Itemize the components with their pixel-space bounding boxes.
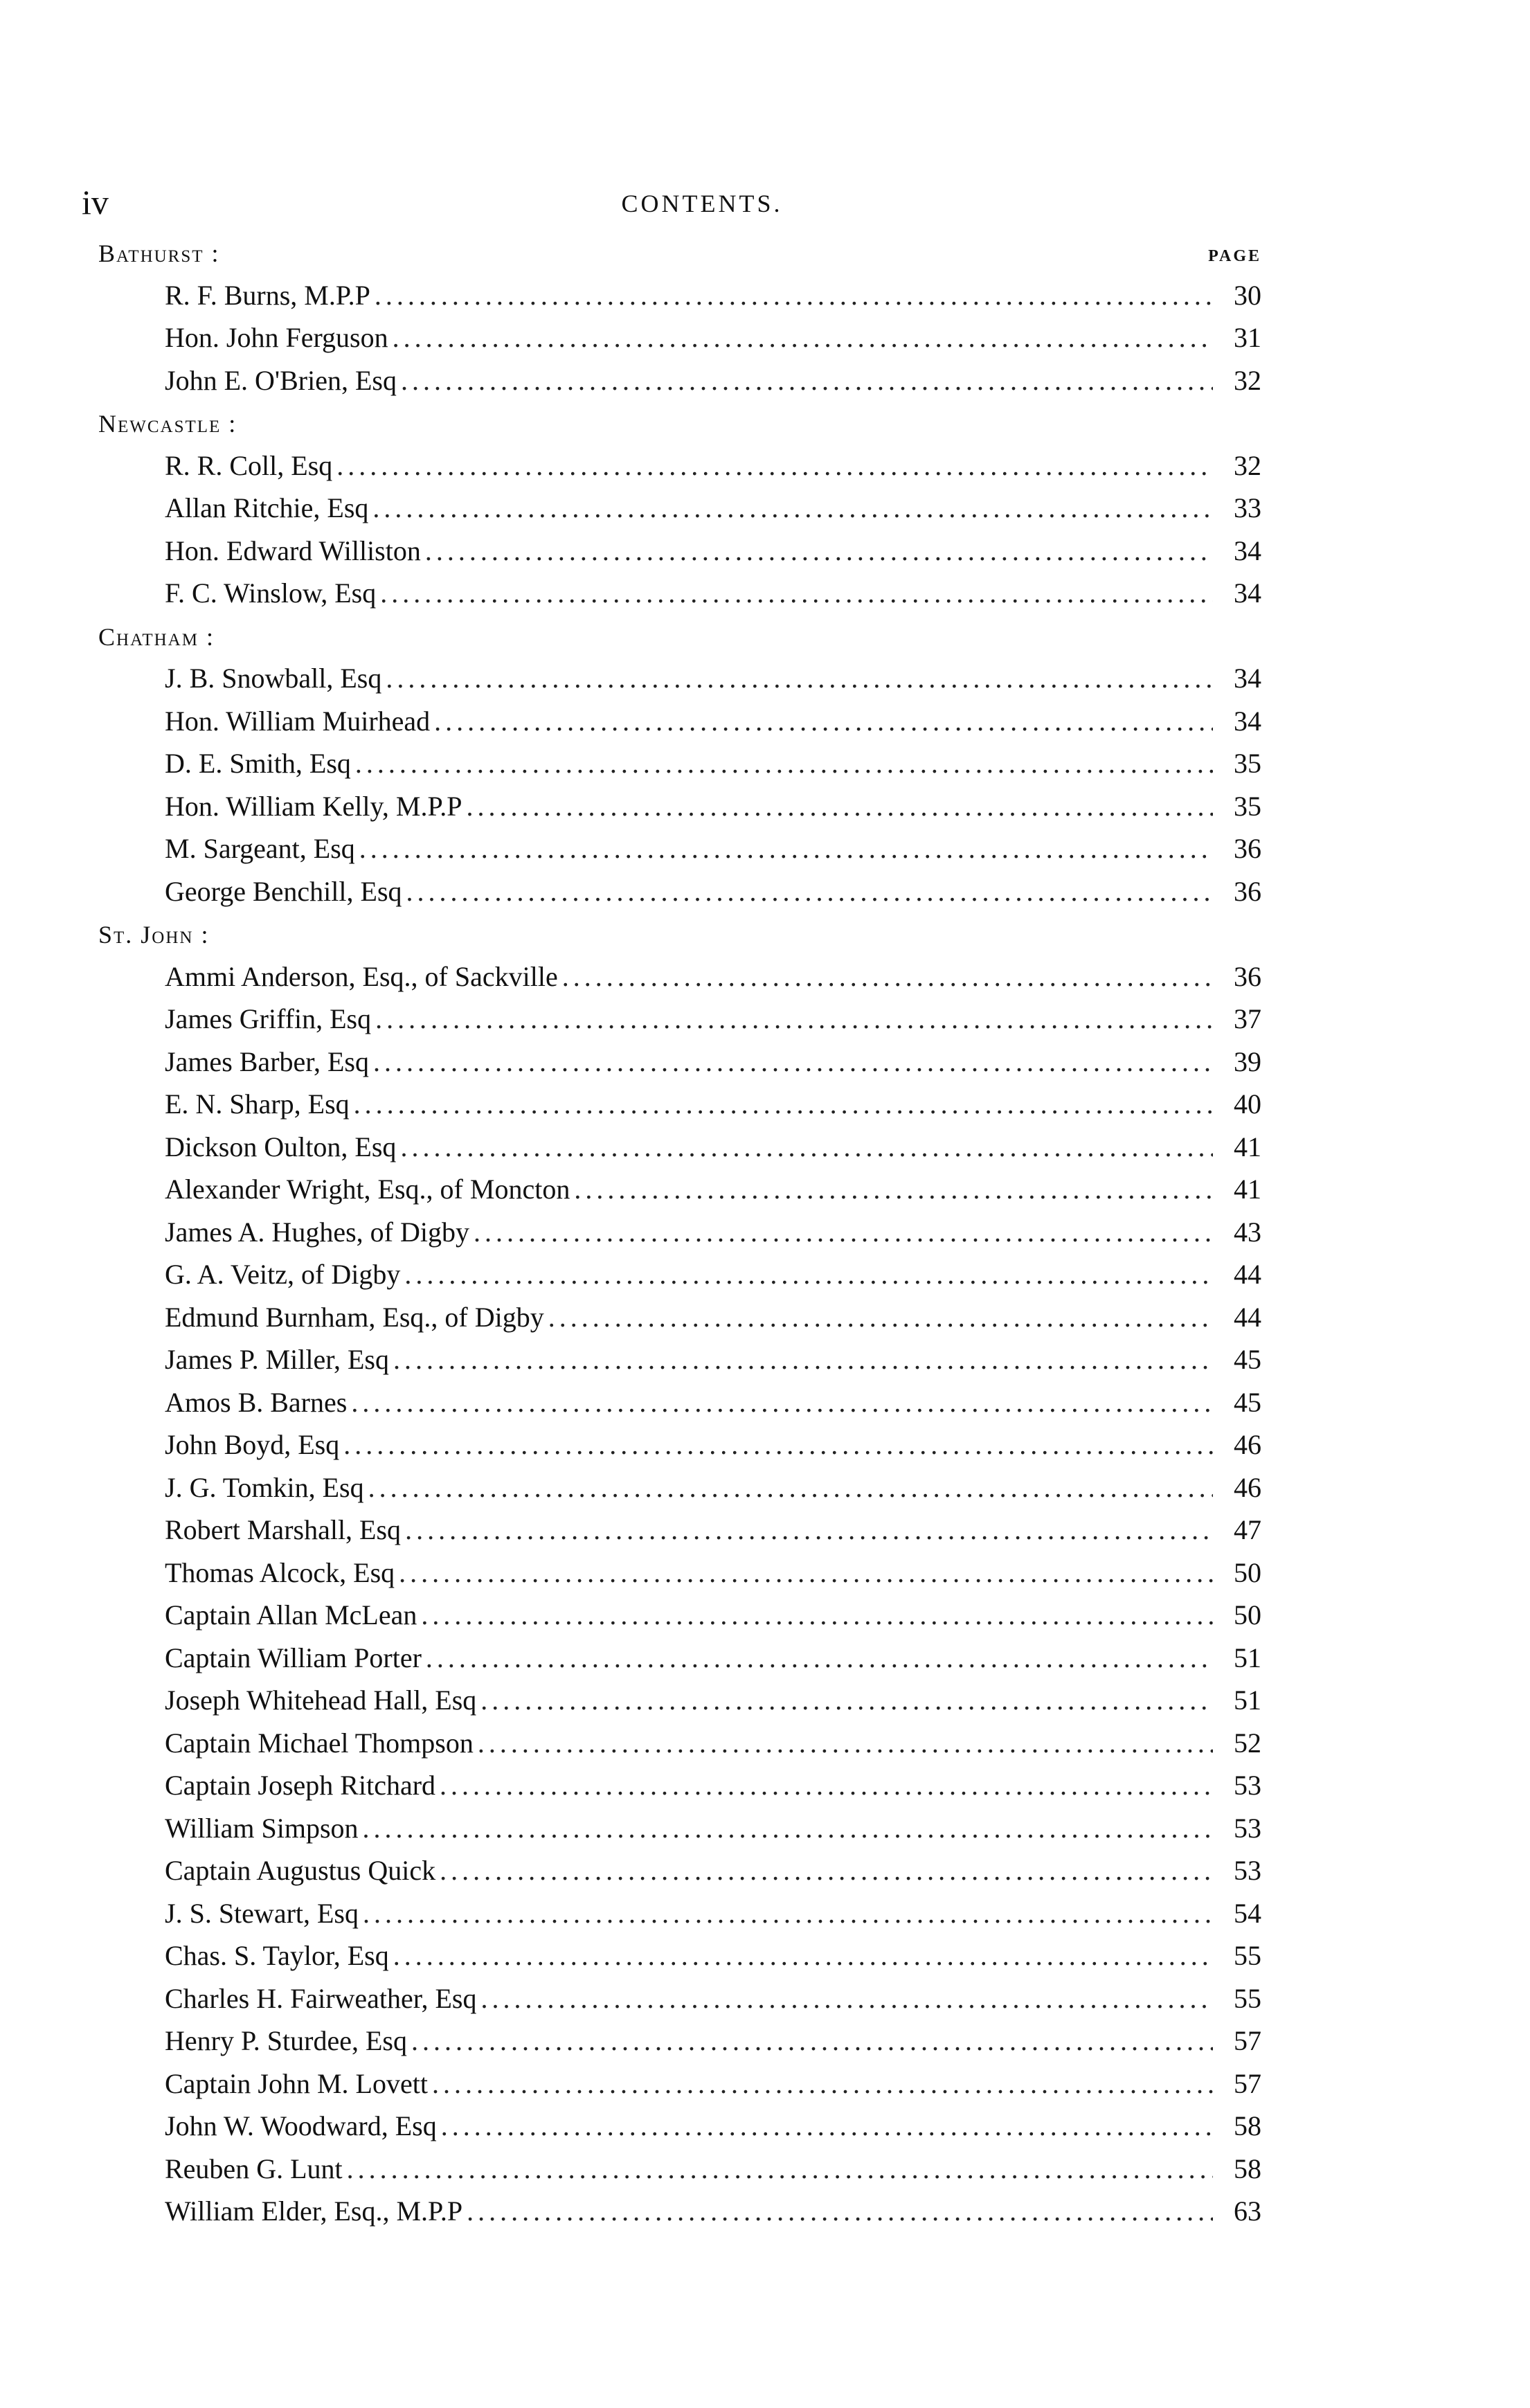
section-title: Bathurst : (98, 240, 220, 267)
contents-entry (98, 1509, 1261, 1552)
dot-leader (441, 2105, 1213, 2148)
contents-entry (98, 1594, 1261, 1637)
dot-leader (440, 1849, 1213, 1892)
entry-page-number: 43 (1234, 1216, 1261, 1248)
dot-leader (347, 2148, 1213, 2191)
dot-leader (481, 1977, 1214, 2020)
section-heading-row (98, 402, 1261, 444)
entry-name: James Barber, Esq (165, 1045, 369, 1077)
dot-leader (336, 444, 1213, 487)
entry-name: Captain Michael Thompson (165, 1727, 474, 1759)
entry-page-number: 37 (1234, 1003, 1261, 1034)
dot-leader (440, 1764, 1213, 1807)
contents-entry (98, 2190, 1261, 2233)
page-header (82, 181, 1322, 223)
entry-name: Charles H. Fairweather, Esq (165, 1982, 477, 2014)
contents-entry (98, 487, 1261, 530)
entry-page-number: 53 (1234, 1855, 1261, 1886)
dot-leader (363, 1892, 1213, 1935)
dot-leader (354, 1083, 1213, 1126)
entry-name: Joseph Whitehead Hall, Esq (165, 1684, 477, 1716)
entry-name: John E. O'Brien, Esq (165, 364, 397, 396)
section-heading-row (98, 231, 1261, 274)
entry-name: R. F. Burns, M.P.P (165, 279, 370, 311)
section-heading-row (98, 615, 1261, 658)
dot-leader (359, 827, 1213, 870)
entry-name: R. R. Coll, Esq (165, 449, 333, 481)
entry-page-number: 47 (1234, 1514, 1261, 1545)
section-title: Newcastle : (98, 410, 237, 438)
dot-leader (393, 316, 1213, 359)
entry-page-number: 55 (1234, 1940, 1261, 1971)
contents-entry (98, 1849, 1261, 1892)
dot-leader (548, 1296, 1213, 1339)
contents-entry (98, 2105, 1261, 2148)
entry-name: Thomas Alcock, Esq (165, 1556, 395, 1588)
contents-entry (98, 1296, 1261, 1339)
entry-name: J. G. Tomkin, Esq (165, 1471, 364, 1503)
contents-entry (98, 700, 1261, 743)
dot-leader (562, 955, 1213, 998)
contents-entry (98, 1211, 1261, 1254)
section-heading-row (98, 913, 1261, 955)
entry-page-number: 35 (1234, 748, 1261, 779)
contents-entry (98, 742, 1261, 785)
entry-page-number: 32 (1234, 449, 1261, 481)
entry-page-number: 53 (1234, 1770, 1261, 1801)
entry-page-number: 41 (1234, 1174, 1261, 1205)
entry-page-number: 31 (1234, 322, 1261, 353)
entry-name: J. S. Stewart, Esq (165, 1897, 359, 1929)
entry-name: Captain William Porter (165, 1642, 422, 1673)
entry-page-number: 41 (1234, 1131, 1261, 1162)
entry-page-number: 46 (1234, 1429, 1261, 1460)
entry-page-number: 51 (1234, 1642, 1261, 1673)
entry-name: Edmund Burnham, Esq., of Digby (165, 1301, 544, 1333)
entry-page-number: 36 (1234, 833, 1261, 864)
entry-page-number: 46 (1234, 1471, 1261, 1503)
contents-entry (98, 1466, 1261, 1509)
contents-entry (98, 572, 1261, 615)
dot-leader (386, 657, 1213, 700)
entry-name: Captain John M. Lovett (165, 2067, 428, 2099)
entry-name: Captain Joseph Ritchard (165, 1770, 436, 1801)
dot-leader (400, 1126, 1213, 1169)
entry-page-number: 34 (1234, 663, 1261, 694)
entry-page-number: 34 (1234, 705, 1261, 737)
contents-entry (98, 1637, 1261, 1680)
entry-name: M. Sargeant, Esq (165, 833, 355, 864)
entry-page-number: 55 (1234, 1982, 1261, 2014)
entry-page-number: 52 (1234, 1727, 1261, 1759)
contents-entry (98, 870, 1261, 913)
entry-name: Hon. William Muirhead (165, 705, 431, 737)
entry-page-number: 58 (1234, 2110, 1261, 2141)
entry-page-number: 33 (1234, 492, 1261, 523)
dot-leader (421, 1594, 1213, 1637)
entry-name: E. N. Sharp, Esq (165, 1088, 350, 1120)
entry-page-number: 34 (1234, 534, 1261, 566)
entry-page-number: 44 (1234, 1259, 1261, 1290)
section-title: St. John : (98, 921, 210, 949)
entry-name: Allan Ritchie, Esq (165, 492, 369, 523)
contents-entry (98, 1934, 1261, 1977)
entry-name: Hon. William Kelly, M.P.P (165, 790, 462, 822)
entry-page-number: 30 (1234, 279, 1261, 311)
dot-leader (474, 1211, 1213, 1254)
dot-leader (480, 1679, 1213, 1722)
contents-entry (98, 274, 1261, 317)
entry-page-number: 35 (1234, 790, 1261, 822)
entry-page-number: 34 (1234, 577, 1261, 609)
contents-entry (98, 827, 1261, 870)
dot-leader (432, 2063, 1213, 2105)
dot-leader (467, 785, 1213, 828)
entry-page-number: 45 (1234, 1344, 1261, 1375)
contents-entry (98, 1041, 1261, 1084)
contents-entry (98, 998, 1261, 1041)
entry-name: Reuben G. Lunt (165, 2153, 343, 2184)
contents-entry (98, 530, 1261, 573)
entry-name: Chas. S. Taylor, Esq (165, 1940, 389, 1971)
contents-entry (98, 1253, 1261, 1296)
entry-name: John W. Woodward, Esq (165, 2110, 437, 2141)
dot-leader (574, 1168, 1213, 1211)
dot-leader (355, 742, 1213, 785)
entry-name: Ammi Anderson, Esq., of Sackville (165, 960, 558, 992)
contents-entry (98, 1807, 1261, 1850)
entry-name: D. E. Smith, Esq (165, 748, 351, 779)
dot-leader (404, 1253, 1213, 1296)
dot-leader (380, 572, 1213, 615)
entry-page-number: 32 (1234, 364, 1261, 396)
entry-name: Hon. John Ferguson (165, 322, 388, 353)
contents-entry (98, 1338, 1261, 1381)
dot-leader (375, 998, 1213, 1041)
contents-entry (98, 785, 1261, 828)
dot-leader (411, 2020, 1213, 2063)
entry-name: James P. Miller, Esq (165, 1344, 389, 1375)
entry-name: William Simpson (165, 1812, 359, 1844)
entry-name: Dickson Oulton, Esq (165, 1131, 397, 1162)
dot-leader (375, 274, 1213, 317)
entry-page-number: 36 (1234, 875, 1261, 907)
contents-entry (98, 1126, 1261, 1169)
contents-entry (98, 1381, 1261, 1424)
dot-leader (393, 1934, 1213, 1977)
dot-leader (467, 2190, 1213, 2233)
dot-leader (405, 1509, 1213, 1552)
entry-name: G. A. Veitz, of Digby (165, 1259, 401, 1290)
entry-name: Alexander Wright, Esq., of Moncton (165, 1174, 570, 1205)
dot-leader (478, 1722, 1213, 1765)
entry-page-number: 50 (1234, 1556, 1261, 1588)
contents-entry (98, 316, 1261, 359)
entry-name: George Benchill, Esq (165, 875, 402, 907)
entry-name: William Elder, Esq., M.P.P (165, 2195, 463, 2227)
entry-name: J. B. Snowball, Esq (165, 663, 382, 694)
contents-entry (98, 955, 1261, 998)
dot-leader (434, 700, 1213, 743)
dot-leader (372, 487, 1213, 530)
dot-leader (373, 1041, 1213, 1084)
dot-leader (426, 1637, 1213, 1680)
entry-name: James A. Hughes, of Digby (165, 1216, 469, 1248)
entry-page-number: 57 (1234, 2067, 1261, 2099)
contents-entry (98, 359, 1261, 402)
entry-name: John Boyd, Esq (165, 1429, 340, 1460)
entry-name: Captain Augustus Quick (165, 1855, 436, 1886)
dot-leader (393, 1338, 1213, 1381)
dot-leader (425, 530, 1213, 573)
entry-name: James Griffin, Esq (165, 1003, 372, 1034)
dot-leader (343, 1423, 1213, 1466)
dot-leader (399, 1552, 1213, 1594)
contents-entry (98, 2148, 1261, 2191)
contents-entry (98, 1722, 1261, 1765)
contents-entry (98, 444, 1261, 487)
dot-leader (351, 1381, 1213, 1424)
contents-entry (98, 1423, 1261, 1466)
contents-entry (98, 1679, 1261, 1722)
entry-page-number: 54 (1234, 1897, 1261, 1929)
contents-entry (98, 1168, 1261, 1211)
entry-name: Henry P. Sturdee, Esq (165, 2025, 407, 2056)
entry-name: Robert Marshall, Esq (165, 1514, 402, 1545)
contents-entry (98, 2020, 1261, 2063)
dot-leader (363, 1807, 1213, 1850)
entry-page-number: 51 (1234, 1684, 1261, 1716)
entry-page-number: 40 (1234, 1088, 1261, 1120)
contents-entry (98, 1552, 1261, 1594)
contents-entry (98, 1977, 1261, 2020)
entry-page-number: 39 (1234, 1045, 1261, 1077)
contents-entry (98, 2063, 1261, 2105)
entry-page-number: 50 (1234, 1599, 1261, 1630)
dot-leader (406, 870, 1213, 913)
contents-entry (98, 657, 1261, 700)
dot-leader (368, 1466, 1213, 1509)
page-number: iv (82, 183, 109, 222)
running-head: CONTENTS. (621, 190, 783, 217)
entry-page-number: 53 (1234, 1812, 1261, 1844)
entry-name: Hon. Edward Williston (165, 534, 421, 566)
entry-name: Captain Allan McLean (165, 1599, 417, 1630)
contents-entry (98, 1083, 1261, 1126)
entry-name: Amos B. Barnes (165, 1386, 348, 1418)
dot-leader (401, 359, 1213, 402)
entry-page-number: 36 (1234, 960, 1261, 992)
entry-page-number: 58 (1234, 2153, 1261, 2184)
entry-page-number: 44 (1234, 1301, 1261, 1333)
page-column-label: PAGE (1208, 247, 1261, 265)
table-of-contents (98, 231, 1261, 2233)
contents-entry (98, 1764, 1261, 1807)
section-title: Chatham : (98, 622, 215, 651)
entry-name: F. C. Winslow, Esq (165, 577, 377, 609)
entry-page-number: 63 (1234, 2195, 1261, 2227)
entry-page-number: 45 (1234, 1386, 1261, 1418)
contents-entry (98, 1892, 1261, 1935)
entry-page-number: 57 (1234, 2025, 1261, 2056)
